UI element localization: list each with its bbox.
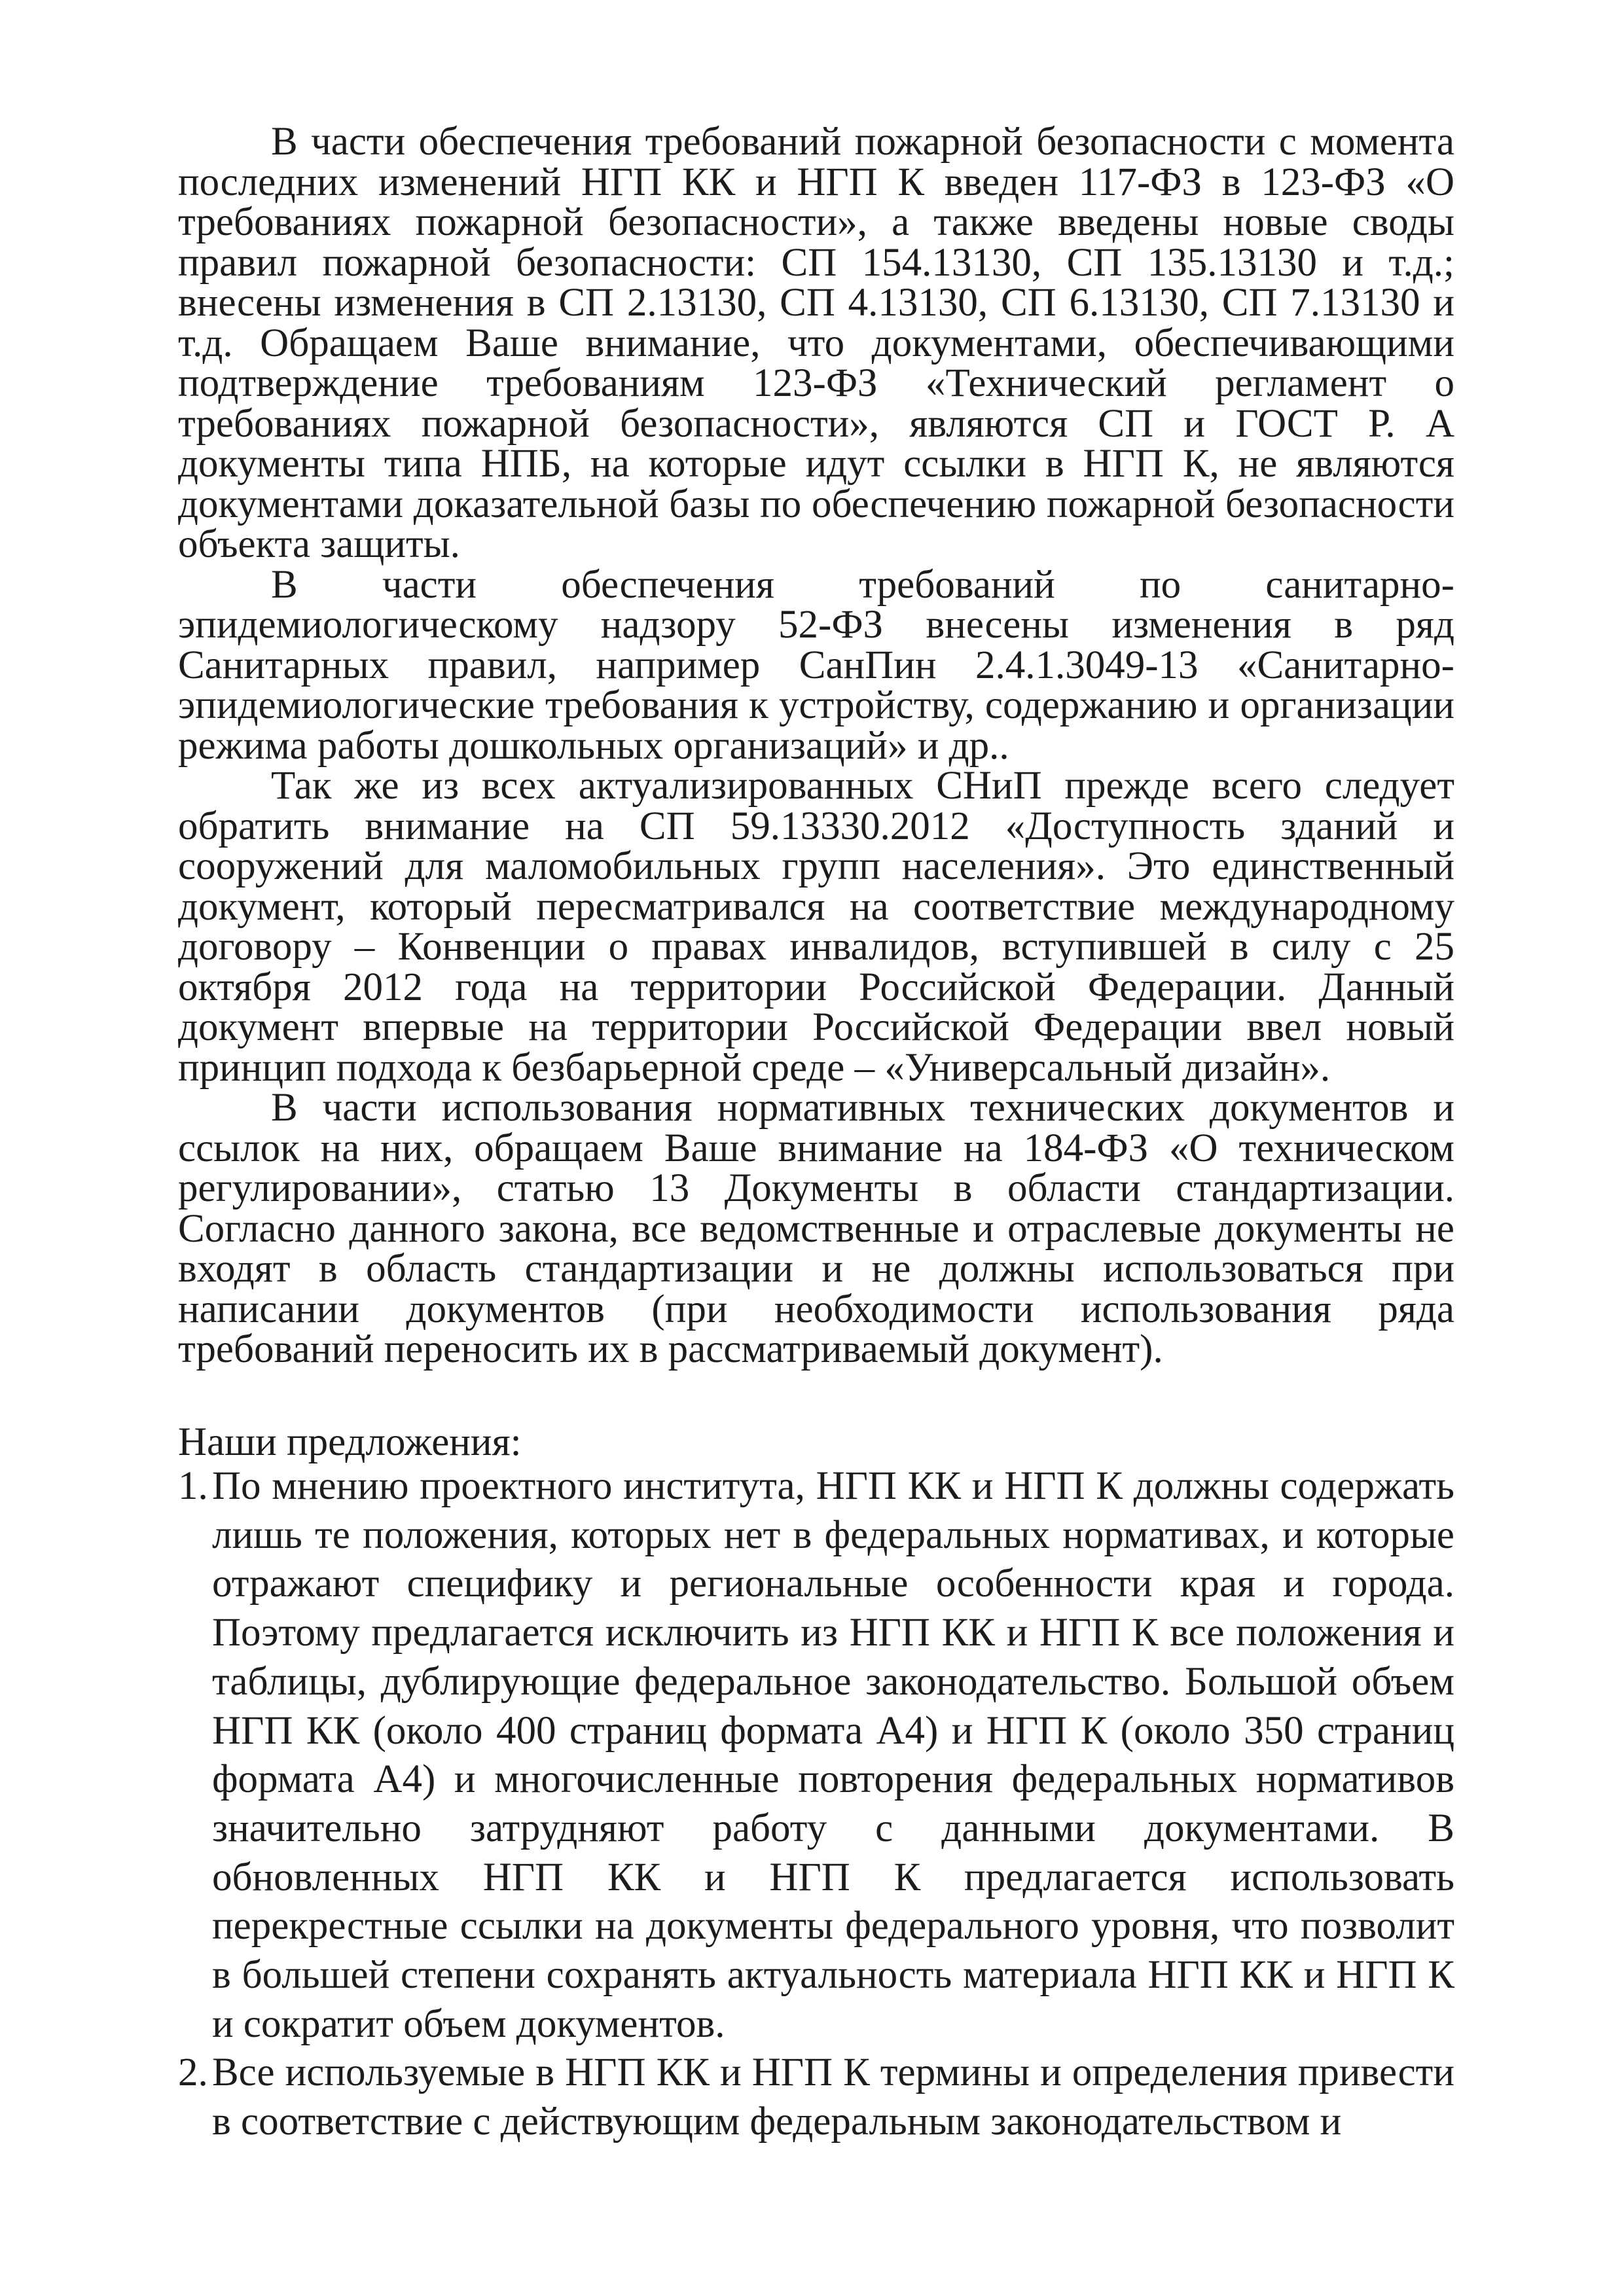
- list-item-text: Все используемые в НГП КК и НГП К термины и определения привести в соответствие с действующим федеральным законодательством и: [212, 2051, 1454, 2144]
- paragraph-accessibility: Так же из всех актуализированных СНиП прежде всего следует обратить внимание на СП 59.13330.2012 «Доступность зданий и сооружений для маломобильных групп населения». Это единственный документ, который пересматривался на соответствие международному договору – Конвенции о правах инвалидов, вступившей в силу с 25 октября 2012 года на территории Российской Федерации. Данный документ впервые на территории Российской Федерации ввел новый принцип подхода к безбарьерной среде – «Универсальный дизайн».: [178, 764, 1454, 1090]
- list-item-number: 2.: [178, 2051, 208, 2095]
- proposals-heading: Наши предложения:: [178, 1420, 522, 1464]
- document-body: [178, 122, 1454, 2147]
- paragraph-sanitary: В части обеспечения требований по санитарно-эпидемиологическому надзору 52-ФЗ внесены изменения в ряд Санитарных правил, например СанПин 2.4.1.3049-13 «Санитарно-эпидемиологические требования к устройству, содержанию и организации режима работы дошкольных организаций» и др..: [178, 562, 1454, 768]
- list-item-text: По мнению проектного института, НГП КК и НГП К должны содержать лишь те положения, которых нет в федеральных нормативах, и которые отражают специфику и региональные особенности края и города. Поэтому предлагается исключить из НГП КК и НГП К все положения и таблицы, дублирующие федеральное законодательство. Большой объем НГП КК (около 400 страниц формата А4) и НГП К (около 350 страниц формата А4) и многочисленные повторения федеральных нормативов значительно затрудняют работу с данными документами. В обновленных НГП КК и НГП К предлагается использовать перекрестные ссылки на документы федерального уровня, что позволит в большей степени сохранять актуальность материала НГП КК и НГП К и сократит объем документов.: [212, 1464, 1454, 2046]
- list-item: [178, 2049, 1454, 2146]
- list-item: [178, 1462, 1454, 2049]
- proposals-list: [178, 1462, 1454, 2147]
- paragraph-standardization: В части использования нормативных технических документов и ссылок на них, обращаем Ваше внимание на 184-ФЗ «О техническом регулировании», статью 13 Документы в области стандартизации. Согласно данного закона, все ведомственные и отраслевые документы не входят в область стандартизации и не должны использоваться при написании документов (при необходимости использования ряда требований переносить их в рассматриваемый документ).: [178, 1086, 1454, 1371]
- paragraph-fire-safety: В части обеспечения требований пожарной безопасности с момента последних изменений НГП КК и НГП К введен 117-ФЗ в 123-ФЗ «О требованиях пожарной безопасности», а также введены новые своды правил пожарной безопасности: СП 154.13130, СП 135.13130 и т.д.; внесены изменения в СП 2.13130, СП 4.13130, СП 6.13130, СП 7.13130 и т.д. Обращаем Ваше внимание, что документами, обеспечивающими подтверждение требованиям 123-ФЗ «Технический регламент о требованиях пожарной безопасности», являются СП и ГОСТ Р. А документы типа НПБ, на которые идут ссылки в НГП К, не являются документами доказательной базы по обеспечению пожарной безопасности объекта защиты.: [178, 120, 1454, 566]
- list-item-number: 1.: [178, 1464, 208, 1508]
